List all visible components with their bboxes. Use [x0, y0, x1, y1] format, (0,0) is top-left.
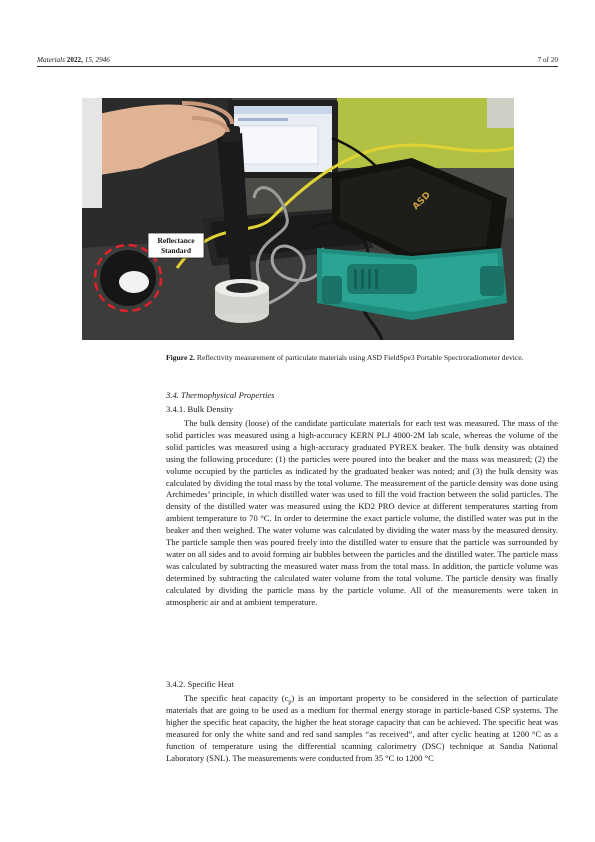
- specific-heat-paragraph: [166, 693, 558, 764]
- specific-heat-title: 3.4.2. Specific Heat: [166, 679, 235, 689]
- specific-heat-text-end: ) is an important property to be considered in the selection of particulate materials that are going to be used as a medium for thermal energy storage in particle-based CSP systems. The higher the specific heat capacity, the higher the heat storage capacity that can be achieved. The specific heat was measured for only the white sand and red sand samples “as received”, and after cyclic heating at 1200 °C as a function of temperature using the differential scanning calorimetry (DSC) technique at Sandia National Laboratory (SNL). The measurements were conducted from 35 °C to 1200 °C: [166, 693, 558, 763]
- figure-caption: [166, 352, 558, 363]
- journal-volume: 15, 2946: [84, 56, 110, 64]
- page-number: 7 of 20: [537, 56, 558, 64]
- header-rule: [37, 66, 558, 67]
- journal-year: 2022,: [66, 56, 83, 64]
- journal-citation: [37, 56, 110, 64]
- bulk-density-paragraph: The bulk density (loose) of the candidate particulate materials for each test was measured. The mass of the solid particles was measured using a high-accuracy KERN PLJ 4000-2M lab scale, whereas the volume of the solid particles was measured using a high-accuracy graduated PYREX beaker. The bulk density was obtained using the following procedure: (1) the particles were poured into the beaker and the mass was measured; (2) the volume occupied by the particles as indicated by the graduated beaker was noted; and (3) the bulk density was calculated by dividing the total mass by the total volume. The measurement of the particle density was done using Archimedes’ principle, in which distilled water was used to fill the void fraction between the solid particles. The density of the distilled water was measured using the KD2 PRO device at different temperatures starting from ambient temperature to 70 °C. In order to determine the exact particle volume, the distilled water was put in the beaker and then weighed. The water volume was calculated by dividing the water mass by the measured density. The particle sample then was poured freely into the distilled water to ensure that the particle was surrounded by water on all sides and to avoid forming air bubbles between the particles and the distilled water. The particle mass was calculated by subtracting the measured water mass from the total mass. In addition, the particle volume was determined by subtracting the calculated water volume from the total volume. The particle density was finally calculated by dividing the particle mass by the particle volume. All of the measurements were taken in atmospheric air and at ambient temperature.: [166, 418, 558, 607]
- device-brand-label: ASD: [411, 190, 433, 213]
- figure-caption-text: Reflectivity measurement of particulate materials using ASD FieldSpe3 Portable Spectroradiometer device.: [196, 353, 524, 362]
- running-header: [37, 56, 558, 64]
- specific-heat-subscript: p: [288, 699, 292, 706]
- reflectance-label-line1: Reflectance: [157, 236, 195, 245]
- section-title: 3.4. Thermophysical Properties: [166, 390, 275, 400]
- journal-name: Materials: [37, 56, 65, 64]
- bulk-density-title: 3.4.1. Bulk Density: [166, 404, 234, 414]
- figure-caption-label: Figure 2.: [166, 353, 195, 362]
- figure-photo: [82, 98, 514, 340]
- specific-heat-text-start: The specific heat capacity (c: [184, 693, 289, 703]
- reflectance-label-line2: Standard: [160, 246, 192, 255]
- figure-photo-illustration: [82, 98, 514, 340]
